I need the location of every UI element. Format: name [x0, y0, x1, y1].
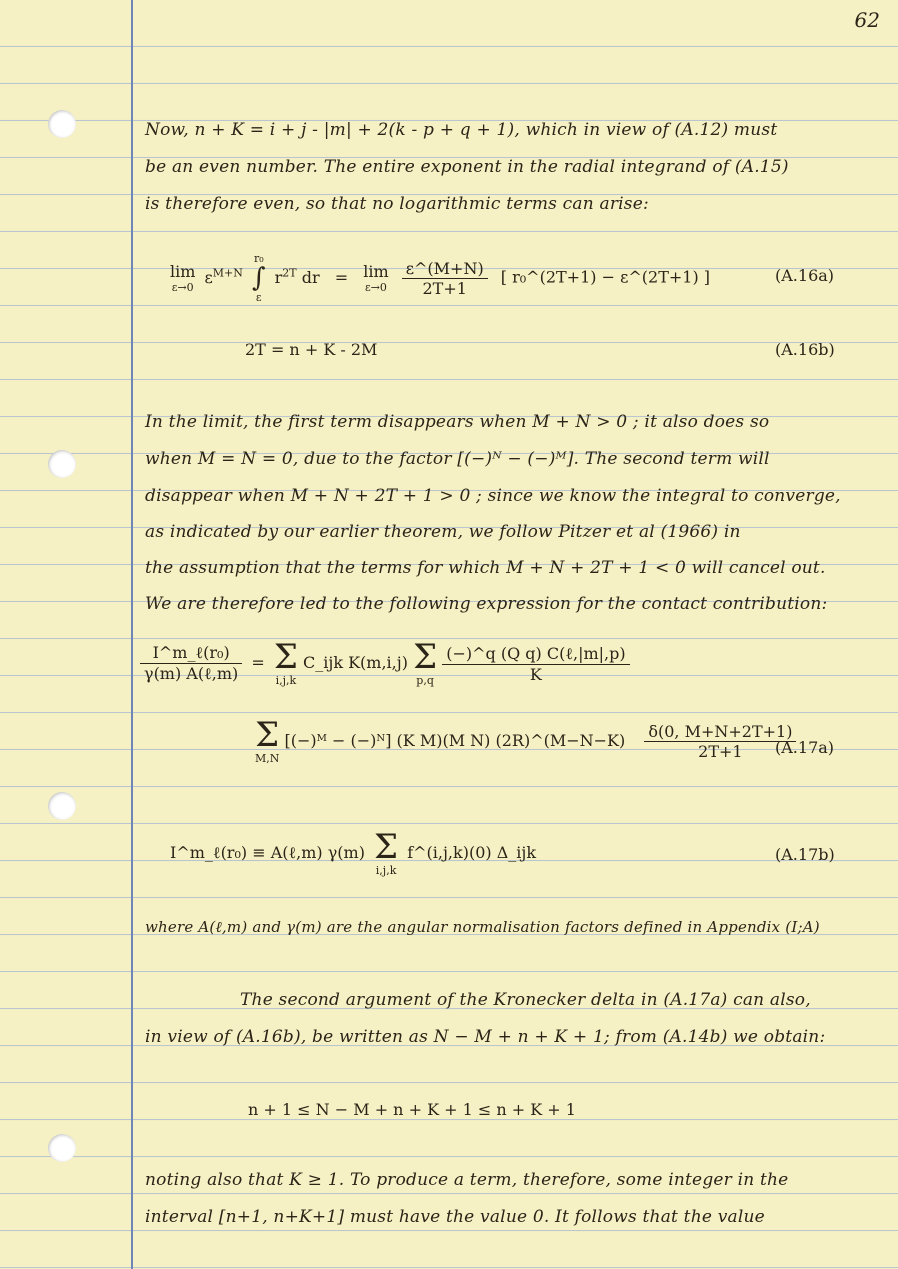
text-line: as indicated by our earlier theorem, we follow Pitzer et al (1966) in: [145, 522, 741, 542]
text-line: in view of (A.16b), be written as N − M + n + K + 1; from (A.14b) we obtain:: [145, 1027, 826, 1047]
equation-a16b: 2T = n + K - 2M: [245, 340, 378, 359]
text-line: interval [n+1, n+K+1] must have the value 0. It follows that the value: [145, 1207, 765, 1227]
text-line: disappear when M + N + 2T + 1 > 0 ; since we know the integral to converge,: [145, 486, 841, 506]
text-line: Now, n + K = i + j - |m| + 2(k - p + q + 1), which in view of (A.12) must: [145, 120, 778, 140]
equation-a17a-line2: Σ M,N [(−)ᴹ − (−)ᴺ] (K M)(M N) (2R)^(M−N−K) $\frac{\delta(0, M+N+2T+1)}{2T+1}$: [255, 718, 796, 765]
punch-hole: [48, 450, 76, 478]
equation-label: (A.16b): [775, 340, 835, 359]
margin-line: [131, 0, 133, 1269]
equation-label: (A.17a): [775, 738, 835, 757]
text-line: noting also that K ≥ 1. To produce a term, therefore, some integer in the: [145, 1170, 789, 1190]
punch-hole: [48, 110, 76, 138]
equation-a16a: lim ε→0 $\varepsilon^{M+N}$ r₀ ∫ ε $r^{2T}$ dr = lim ε→0 $\frac{\varepsilon\^{}(M+N)}{2T+1}$ [ r₀^(2T+1) − ε^(2T+1) ]: [170, 252, 711, 304]
inequality: n + 1 ≤ N − M + n + K + 1 ≤ n + K + 1: [248, 1100, 576, 1119]
equation-label: (A.17b): [775, 845, 835, 864]
equation-a17b: I^m_ℓ(r₀) ≡ A(ℓ,m) γ(m) Σ i,j,k f^(i,j,k)(0) Δ_ijk: [170, 827, 537, 877]
text-line: We are therefore led to the following expression for the contact contribution:: [145, 594, 828, 614]
page-number: 62: [854, 8, 880, 32]
equation-label: (A.16a): [775, 266, 835, 285]
text-line: be an even number. The entire exponent in the radial integrand of (A.15): [145, 157, 789, 177]
punch-hole: [48, 792, 76, 820]
text-line: the assumption that the terms for which M + N + 2T + 1 < 0 will cancel out.: [145, 558, 826, 578]
text-line: is therefore even, so that no logarithmic terms can arise:: [145, 194, 649, 214]
text-line: where A(ℓ,m) and γ(m) are the angular normalisation factors defined in Appendix (I;A): [145, 918, 820, 936]
text-line: The second argument of the Kronecker delta in (A.17a) can also,: [240, 990, 811, 1010]
equation-a17a-line1: $\frac{\text{I\textasciicircum{}m\_ℓ(r₀)}}{\text{γ(m) A(ℓ,m)}}$ = Σ i,j,k C_ijk K(m,i,j) Σ p,q $\frac{\text{(−)\textasciicircum{}q (Q q) C(ℓ,|m|,p)}}{K}$: [140, 640, 630, 687]
text-line: when M = N = 0, due to the factor [(−)ᴺ − (−)ᴹ]. The second term will: [145, 449, 770, 469]
punch-hole: [48, 1134, 76, 1162]
text-line: In the limit, the first term disappears when M + N > 0 ; it also does so: [145, 412, 770, 432]
